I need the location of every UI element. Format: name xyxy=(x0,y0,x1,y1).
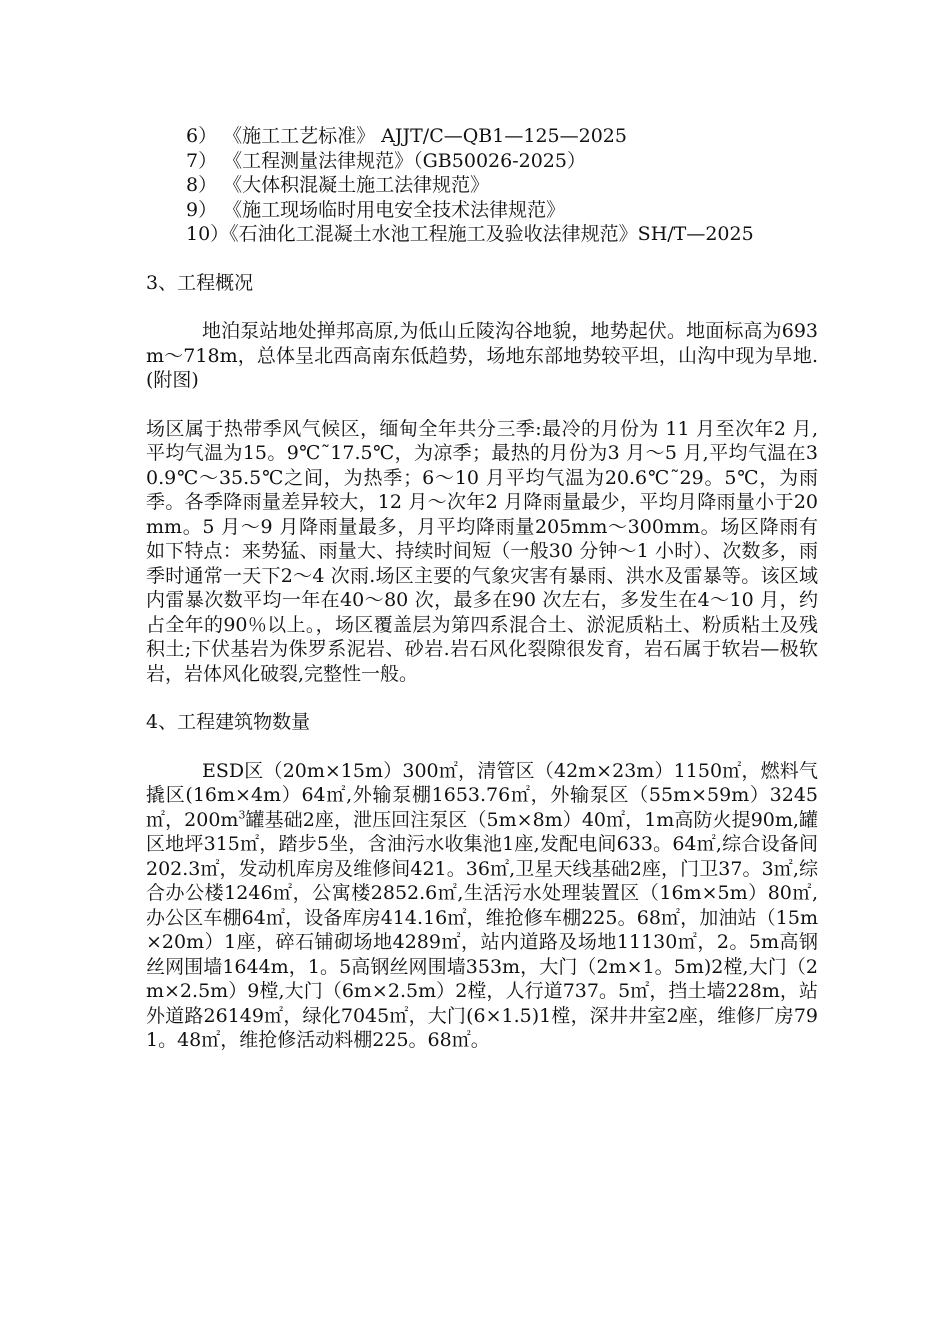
section-4-quantities-paragraph xyxy=(146,759,818,1053)
cubic-superscript: 3 xyxy=(238,808,246,822)
reference-item-6: 6） 《施工工艺标准》 AJJT/C—QB1—125—2025 xyxy=(186,125,627,147)
section-3-climate-paragraph: 场区属于热带季风气候区，缅甸全年共分三季:最冷的月份为 11 月至次年2 月,平均气温为15。9℃˜17.5℃，为凉季；最热的月份为3 月～5 月,平均气温在30.9℃～35.5℃之间，为热季；6～10 月平均气温为20.6℃˜29。5℃，为雨季。各季降雨量差异较大，12 月～次年2 月降雨量最少，平均月降雨量小于20mm。5 月～9 月降雨量最多，月平均降雨量205mm～300mm。场区降雨有如下特点：来势猛、雨量大、持续时间短（一般30 分钟～1 小时）、次数多，雨季时通常一天下2～4 次雨.场区主要的气象灾害有暴雨、洪水及雷暴等。该区域内雷暴次数平均一年在40～80 次，最多在90 次左右，多发生在4～10 月，约占全年的90％以上。，场区覆盖层为第四系混合土、淤泥质粘土、粉质粘土及残积土;下伏基岩为侏罗系泥岩、砂岩.岩石风化裂隙很发育，岩石属于软岩—极软岩，岩体风化破裂,完整性一般。 xyxy=(146,417,818,685)
reference-item-8: 8） 《大体积混凝土施工法律规范》 xyxy=(186,174,490,196)
reference-list xyxy=(146,124,818,247)
document-page xyxy=(146,124,818,1053)
reference-item-7: 7） 《工程测量法律规范》（GB50026-2025） xyxy=(186,149,586,172)
section-3-terrain-paragraph: 地泊泵站地处掸邦高原,为低山丘陵沟谷地貌，地势起伏。地面标高为693m～718m，总体呈北西高南东低趋势，场地东部地势较平坦，山沟中现为旱地.(附图) xyxy=(146,320,818,391)
section-4-heading: 4、工程建筑物数量 xyxy=(146,711,311,733)
quantities-text-part-2: 罐基础2座，泄压回注泵区（5m×8m）40㎡，1m高防火提90m,罐区地坪315㎡，踏步5坐，含油污水收集池1座,发配电间633。64㎡,综合设备间202.3㎡，发动机库房及维修间421。36㎡,卫星天线基础2座，门卫37。3㎡,综合办公楼1246㎡，公寓楼2852.6㎡,生活污水处理装置区（16m×5m）80㎡,办公区车棚64㎡，设备库房414.16㎡，维抢修车棚225。68㎡，加油站（15m×20m）1座，碎石铺砌场地4289㎡，站内道路及场地11130㎡，2。5m高钢丝网围墙1644m，1。5高钢丝网围墙353m，大门（2m×1。5m)2樘,大门（2m×2.5m）9樘,大门（6m×2.5m）2樘，人行道737。5㎡，挡土墙228m，站外道路26149㎡，绿化7045㎡，大门(6×1.5)1樘，深井井室2座，维修厂房791。48㎡，维抢修活动料棚225。68㎡。 xyxy=(146,808,818,1051)
quantities-text-part-1: ESD区（20m×15m）300㎡，清管区（42m×23m）1150㎡，燃料气撬区(16m×4m）64㎡,外输泵棚1653.76㎡，外输泵区（55m×59m）3245㎡，200m xyxy=(146,759,818,831)
reference-item-10: 10）《石油化工混凝土水池工程施工及验收法律规范》SH/T—2025 xyxy=(186,223,754,245)
reference-item-9: 9） 《施工现场临时用电安全技术法律规范》 xyxy=(186,198,566,221)
section-3-heading: 3、工程概况 xyxy=(146,271,254,294)
